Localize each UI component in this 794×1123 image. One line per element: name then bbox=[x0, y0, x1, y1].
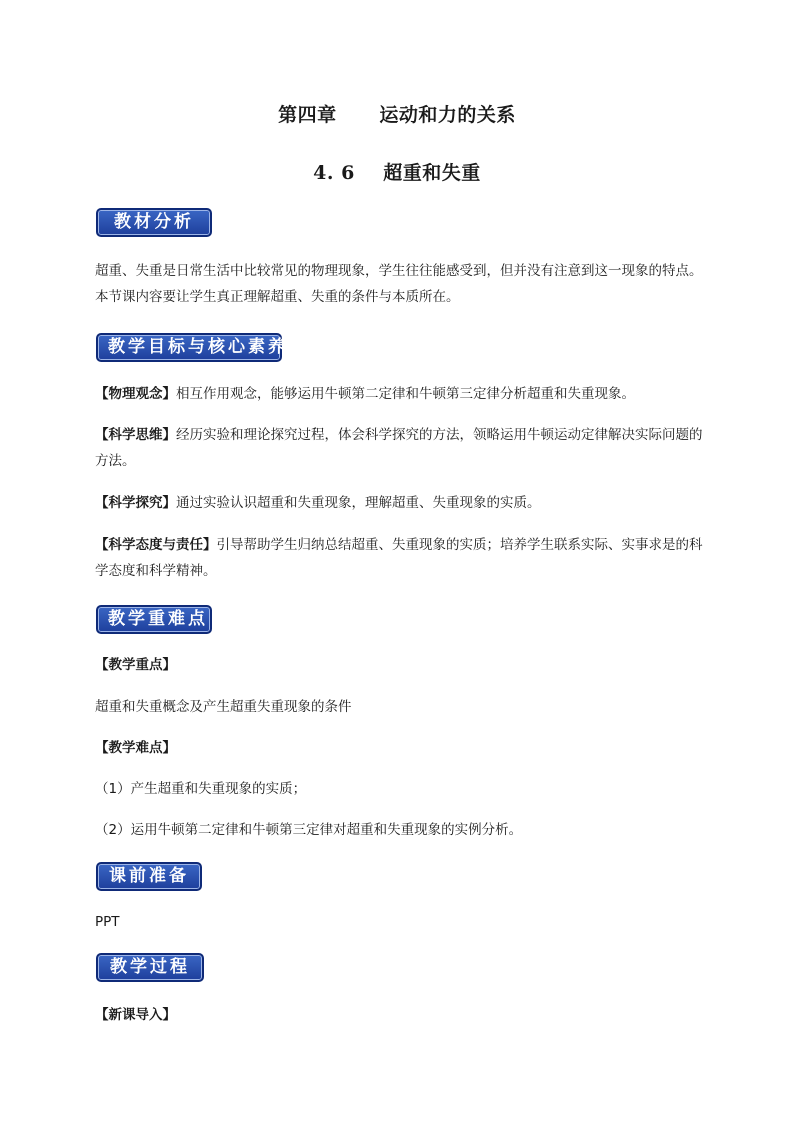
focus-label: 【教学重点】 bbox=[95, 657, 176, 673]
objective-label: 【科学思维】 bbox=[95, 427, 176, 443]
badge-preparation: 课前准备 bbox=[96, 862, 202, 891]
objective-item bbox=[95, 532, 707, 584]
objective-text: 经历实验和理论探究过程，体会科学探究的方法，领略运用牛顿运动定律解决实际问题的方法。 bbox=[95, 427, 703, 469]
difficulty-item: （1）产生超重和失重现象的实质； bbox=[95, 781, 307, 797]
difficulty-label: 【教学难点】 bbox=[95, 740, 176, 756]
objective-text: 相互作用观念，能够运用牛顿第二定律和牛顿第三定律分析超重和失重现象。 bbox=[176, 386, 635, 402]
chapter-title: 第四章 运动和力的关系 bbox=[278, 104, 516, 126]
badge-key-points: 教学重难点 bbox=[96, 605, 212, 634]
analysis-paragraph: 超重、失重是日常生活中比较常见的物理现象，学生往往能感受到，但并没有注意到这一现象的特点。本节课内容要让学生真正理解超重、失重的条件与本质所在。 bbox=[95, 263, 703, 305]
difficulty-item: （2）运用牛顿第二定律和牛顿第三定律对超重和失重现象的实例分析。 bbox=[95, 822, 523, 838]
objective-label: 【物理观念】 bbox=[95, 386, 176, 402]
objective-label: 【科学态度与责任】 bbox=[95, 537, 217, 553]
preparation-text: PPT bbox=[95, 914, 120, 930]
objective-item bbox=[95, 381, 707, 407]
focus-text: 超重和失重概念及产生超重失重现象的条件 bbox=[95, 699, 352, 715]
objective-text: 通过实验认识超重和失重现象，理解超重、失重现象的实质。 bbox=[176, 495, 541, 511]
intro-label: 【新课导入】 bbox=[95, 1007, 176, 1023]
badge-objectives: 教学目标与核心素养 bbox=[96, 333, 282, 362]
objective-label: 【科学探究】 bbox=[95, 495, 176, 511]
badge-teaching-process: 教学过程 bbox=[96, 953, 204, 982]
objective-text: 引导帮助学生归纳总结超重、失重现象的实质；培养学生联系实际、实事求是的科学态度和科学精神。 bbox=[95, 537, 703, 579]
section-title: 4. 6 超重和失重 bbox=[313, 162, 481, 184]
objective-item bbox=[95, 422, 707, 474]
objective-item bbox=[95, 490, 707, 516]
badge-textbook-analysis: 教材分析 bbox=[96, 208, 212, 237]
